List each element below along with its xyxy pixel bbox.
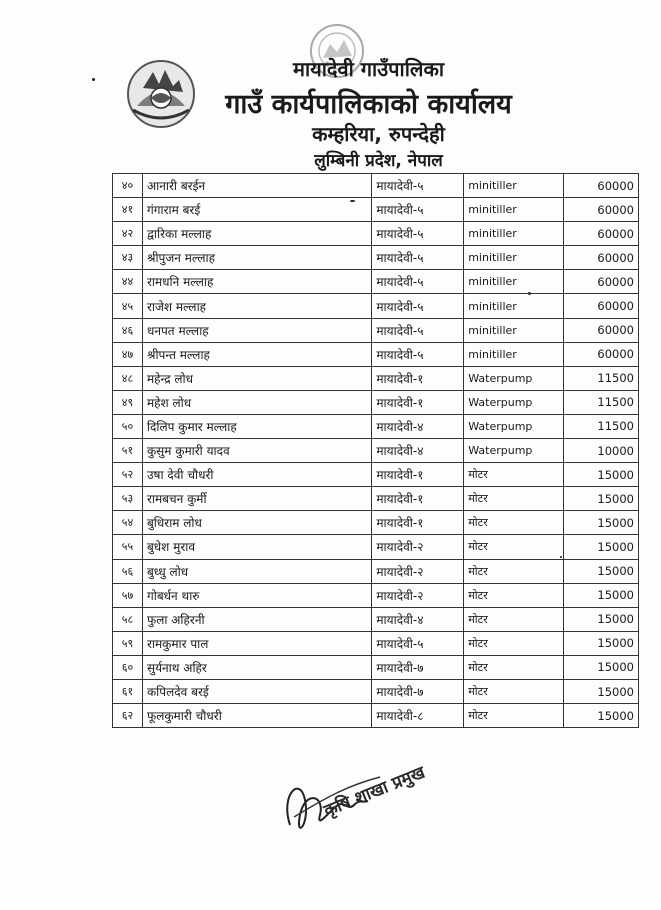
- name-cell: आनारी बरईन: [142, 174, 371, 198]
- name-cell: गंगाराम बरई: [142, 198, 371, 222]
- name-cell: गोबर्धन थारु: [142, 583, 371, 607]
- amount-cell: 60000: [564, 174, 639, 198]
- serial-number-cell: ४७: [113, 342, 143, 366]
- amount-cell: 15000: [564, 487, 639, 511]
- table-row: [113, 174, 639, 198]
- address-cell: मायादेवी-१: [372, 463, 464, 487]
- address-cell: मायादेवी-२: [372, 535, 464, 559]
- serial-number-cell: ४९: [113, 390, 143, 414]
- beneficiary-table: [112, 173, 639, 728]
- serial-number-cell: ५८: [113, 607, 143, 631]
- address-cell: मायादेवी-५: [372, 318, 464, 342]
- serial-number-cell: ५१: [113, 439, 143, 463]
- amount-cell: 60000: [564, 246, 639, 270]
- name-cell: राजेश मल्लाह: [142, 294, 371, 318]
- serial-number-cell: ४५: [113, 294, 143, 318]
- serial-number-cell: ४८: [113, 366, 143, 390]
- address-cell: मायादेवी-२: [372, 583, 464, 607]
- serial-number-cell: ५०: [113, 414, 143, 438]
- serial-number-cell: ५७: [113, 583, 143, 607]
- amount-cell: 60000: [564, 294, 639, 318]
- address-cell: मायादेवी-८: [372, 704, 464, 728]
- address-cell: मायादेवी-७: [372, 679, 464, 703]
- amount-cell: 15000: [564, 607, 639, 631]
- table-row: [113, 222, 639, 246]
- item-cell: मोटर: [464, 679, 564, 703]
- address-cell: मायादेवी-५: [372, 246, 464, 270]
- table-row: [113, 342, 639, 366]
- item-cell: मोटर: [464, 655, 564, 679]
- serial-number-cell: ५४: [113, 511, 143, 535]
- table-row: [113, 607, 639, 631]
- table-row: [113, 318, 639, 342]
- serial-number-cell: ६०: [113, 655, 143, 679]
- name-cell: धनपत मल्लाह: [142, 318, 371, 342]
- table-row: [113, 270, 639, 294]
- amount-cell: 10000: [564, 439, 639, 463]
- amount-cell: 15000: [564, 655, 639, 679]
- name-cell: बुध्धु लोध: [142, 559, 371, 583]
- item-cell: minitiller: [464, 318, 564, 342]
- item-cell: मोटर: [464, 704, 564, 728]
- address-cell: मायादेवी-१: [372, 390, 464, 414]
- address-cell: मायादेवी-५: [372, 631, 464, 655]
- name-cell: रामबचन कुर्मी: [142, 487, 371, 511]
- table-row: [113, 655, 639, 679]
- amount-cell: 15000: [564, 679, 639, 703]
- amount-cell: 15000: [564, 631, 639, 655]
- table-row: [113, 559, 639, 583]
- amount-cell: 15000: [564, 704, 639, 728]
- item-cell: मोटर: [464, 511, 564, 535]
- amount-cell: 15000: [564, 463, 639, 487]
- name-cell: बुधिराम लोध: [142, 511, 371, 535]
- item-cell: मोटर: [464, 487, 564, 511]
- municipality-name: मायादेवी गाउँपालिका: [292, 57, 445, 81]
- serial-number-cell: ५९: [113, 631, 143, 655]
- table-row: [113, 704, 639, 728]
- serial-number-cell: ४१: [113, 198, 143, 222]
- table-row: [113, 366, 639, 390]
- table-row: [113, 511, 639, 535]
- item-cell: minitiller: [464, 294, 564, 318]
- amount-cell: 60000: [564, 222, 639, 246]
- address-cell: मायादेवी-४: [372, 607, 464, 631]
- amount-cell: 11500: [564, 414, 639, 438]
- name-cell: सुर्यनाथ अहिर: [142, 655, 371, 679]
- table-row: [113, 583, 639, 607]
- item-cell: मोटर: [464, 583, 564, 607]
- item-cell: minitiller: [464, 222, 564, 246]
- signatory-title: कृषि शाखा प्रमुख: [321, 762, 428, 822]
- table-row: [113, 463, 639, 487]
- name-cell: द्वारिका मल्लाह: [142, 222, 371, 246]
- name-cell: रामधनि मल्लाह: [142, 270, 371, 294]
- table-row: [113, 198, 639, 222]
- address-cell: मायादेवी-५: [372, 174, 464, 198]
- serial-number-cell: ६१: [113, 679, 143, 703]
- address-cell: मायादेवी-५: [372, 198, 464, 222]
- address-cell: मायादेवी-४: [372, 439, 464, 463]
- serial-number-cell: ५३: [113, 487, 143, 511]
- amount-cell: 15000: [564, 583, 639, 607]
- table-row: [113, 487, 639, 511]
- item-cell: मोटर: [464, 559, 564, 583]
- amount-cell: 60000: [564, 270, 639, 294]
- table-row: [113, 390, 639, 414]
- item-cell: minitiller: [464, 174, 564, 198]
- amount-cell: 11500: [564, 366, 639, 390]
- table-row: [113, 631, 639, 655]
- office-title: गाउँ कार्यपालिकाको कार्यालय: [225, 89, 512, 120]
- item-cell: minitiller: [464, 270, 564, 294]
- table-row: [113, 535, 639, 559]
- amount-cell: 11500: [564, 390, 639, 414]
- amount-cell: 15000: [564, 559, 639, 583]
- address-cell: मायादेवी-२: [372, 559, 464, 583]
- address-cell: मायादेवी-१: [372, 487, 464, 511]
- item-cell: Waterpump: [464, 439, 564, 463]
- address-cell: मायादेवी-१: [372, 366, 464, 390]
- name-cell: श्रीपन्त मल्लाह: [142, 342, 371, 366]
- address-cell: मायादेवी-४: [372, 414, 464, 438]
- table-row: [113, 439, 639, 463]
- name-cell: महेन्द्र लोध: [142, 366, 371, 390]
- serial-number-cell: ५२: [113, 463, 143, 487]
- item-cell: Waterpump: [464, 366, 564, 390]
- item-cell: minitiller: [464, 246, 564, 270]
- item-cell: Waterpump: [464, 390, 564, 414]
- name-cell: महेश लोध: [142, 390, 371, 414]
- amount-cell: 60000: [564, 318, 639, 342]
- address-cell: मायादेवी-५: [372, 342, 464, 366]
- amount-cell: 15000: [564, 511, 639, 535]
- item-cell: मोटर: [464, 607, 564, 631]
- office-location: कम्हरिया, रुपन्देही: [312, 122, 445, 146]
- address-cell: मायादेवी-५: [372, 294, 464, 318]
- beneficiary-table-body: [113, 174, 639, 728]
- serial-number-cell: ४३: [113, 246, 143, 270]
- name-cell: कुसुम कुमारी यादव: [142, 439, 371, 463]
- item-cell: मोटर: [464, 631, 564, 655]
- name-cell: कपिलदेव बरई: [142, 679, 371, 703]
- serial-number-cell: ६२: [113, 704, 143, 728]
- address-cell: मायादेवी-७: [372, 655, 464, 679]
- serial-number-cell: ४६: [113, 318, 143, 342]
- table-row: [113, 414, 639, 438]
- province-line: लुम्बिनी प्रदेश, नेपाल: [314, 151, 443, 171]
- name-cell: रामकुमार पाल: [142, 631, 371, 655]
- amount-cell: 60000: [564, 342, 639, 366]
- item-cell: minitiller: [464, 198, 564, 222]
- amount-cell: 60000: [564, 198, 639, 222]
- serial-number-cell: ४४: [113, 270, 143, 294]
- name-cell: श्रीपुजन मल्लाह: [142, 246, 371, 270]
- amount-cell: 15000: [564, 535, 639, 559]
- table-row: [113, 294, 639, 318]
- name-cell: दिलिप कुमार मल्लाह: [142, 414, 371, 438]
- name-cell: फुला अहिरनी: [142, 607, 371, 631]
- serial-number-cell: ४०: [113, 174, 143, 198]
- item-cell: minitiller: [464, 342, 564, 366]
- name-cell: उषा देवी चौधरी: [142, 463, 371, 487]
- item-cell: Waterpump: [464, 414, 564, 438]
- item-cell: मोटर: [464, 535, 564, 559]
- table-row: [113, 246, 639, 270]
- address-cell: मायादेवी-५: [372, 270, 464, 294]
- name-cell: बुधेश मुराव: [142, 535, 371, 559]
- item-cell: मोटर: [464, 463, 564, 487]
- serial-number-cell: ५५: [113, 535, 143, 559]
- serial-number-cell: ४२: [113, 222, 143, 246]
- scan-speck: [92, 78, 95, 81]
- address-cell: मायादेवी-१: [372, 511, 464, 535]
- table-row: [113, 679, 639, 703]
- address-cell: मायादेवी-५: [372, 222, 464, 246]
- name-cell: फूलकुमारी चौधरी: [142, 704, 371, 728]
- serial-number-cell: ५६: [113, 559, 143, 583]
